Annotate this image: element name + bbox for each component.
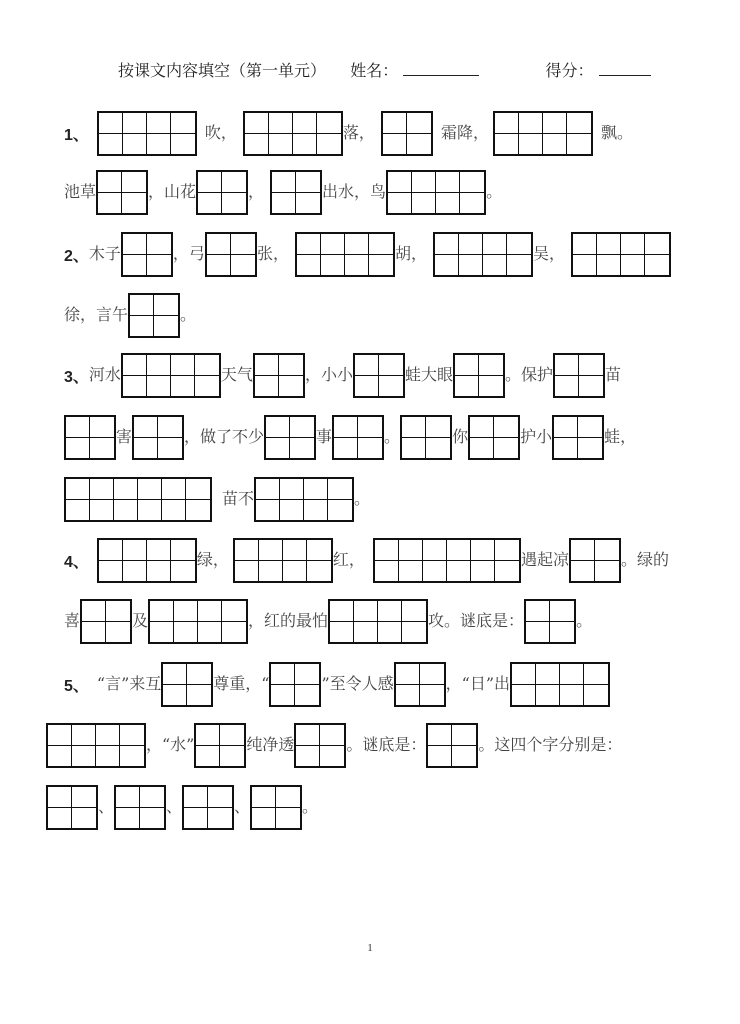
grid-cell <box>96 725 120 766</box>
grid-cell <box>426 417 450 458</box>
grid-cell <box>235 540 259 581</box>
grid-cell <box>123 355 147 396</box>
grid-cell <box>435 234 459 275</box>
prompt-text: 及 <box>132 611 149 630</box>
prompt-text: “言”来互 <box>96 674 162 693</box>
answer-grid-1-char[interactable] <box>132 415 184 460</box>
grid-cell <box>72 787 96 828</box>
answer-grid-1-char[interactable] <box>194 723 246 768</box>
grid-cell <box>494 417 518 458</box>
grid-cell <box>407 113 431 154</box>
grid-cell <box>555 355 579 396</box>
prompt-text: 。绿的 <box>620 550 669 569</box>
grid-cell <box>452 725 476 766</box>
answer-grid-2-char[interactable] <box>433 232 533 277</box>
question-number: 2、 <box>64 247 89 265</box>
answer-grid-2-char[interactable] <box>121 353 221 398</box>
grid-cell <box>330 601 354 642</box>
answer-grid-1-char[interactable] <box>394 662 446 707</box>
answer-grid-1-char[interactable] <box>121 232 173 277</box>
grid-cell <box>269 113 293 154</box>
grid-cell <box>383 113 407 154</box>
grid-cell <box>402 601 426 642</box>
prompt-text: 落， <box>342 123 375 142</box>
grid-cell <box>255 355 279 396</box>
grid-cell <box>470 417 494 458</box>
grid-cell <box>222 172 246 213</box>
answer-grid-1-char[interactable] <box>426 723 478 768</box>
worksheet-line <box>64 659 610 709</box>
grid-cell <box>460 172 484 213</box>
answer-grid-1-char[interactable] <box>553 353 605 398</box>
grid-cell <box>174 601 198 642</box>
grid-cell <box>72 725 96 766</box>
answer-grid-3-char[interactable] <box>373 538 521 583</box>
grid-cell <box>293 113 317 154</box>
worksheet-line <box>46 782 318 832</box>
question-number: 4、 <box>64 553 89 571</box>
score-label: 得分： <box>545 61 594 80</box>
prompt-text: 苗不 <box>222 489 255 508</box>
grid-cell <box>595 540 619 581</box>
prompt-text: 护小 <box>520 427 553 446</box>
grid-cell <box>171 540 195 581</box>
answer-grid-1-char[interactable] <box>96 170 148 215</box>
prompt-text: ，弓 <box>172 244 205 263</box>
grid-cell <box>147 234 171 275</box>
answer-grid-2-char[interactable] <box>148 599 248 644</box>
grid-cell <box>147 113 171 154</box>
prompt-text: 吹， <box>204 123 237 142</box>
answer-grid-1-char[interactable] <box>270 170 322 215</box>
prompt-text: 。 <box>354 489 371 508</box>
answer-grid-2-char[interactable] <box>328 599 428 644</box>
answer-grid-1-char[interactable] <box>64 415 116 460</box>
prompt-text: 。谜底是： <box>346 735 427 754</box>
answer-grid-2-char[interactable] <box>386 170 486 215</box>
grid-cell <box>82 601 106 642</box>
worksheet-line <box>64 229 671 279</box>
prompt-text: 胡， <box>394 244 427 263</box>
grid-cell <box>116 787 140 828</box>
grid-cell <box>554 417 578 458</box>
prompt-text: 池草 <box>64 182 97 201</box>
grid-cell <box>134 417 158 458</box>
grid-cell <box>123 234 147 275</box>
worksheet-line <box>64 412 636 462</box>
grid-cell <box>550 601 574 642</box>
answer-grid-1-char[interactable] <box>128 293 180 338</box>
name-field[interactable] <box>403 61 479 76</box>
prompt-text: 。 <box>384 427 401 446</box>
grid-cell <box>328 479 352 520</box>
answer-grid-1-char[interactable] <box>524 599 576 644</box>
grid-cell <box>207 234 231 275</box>
answer-grid-1-char[interactable] <box>468 415 520 460</box>
grid-cell <box>297 234 321 275</box>
prompt-text: 。 <box>180 305 197 324</box>
grid-cell <box>198 601 222 642</box>
grid-cell <box>358 417 382 458</box>
grid-cell <box>579 355 603 396</box>
question-number: 3、 <box>64 368 89 386</box>
prompt-text: 蛙大眼 <box>404 365 453 384</box>
prompt-text: 张， <box>256 244 289 263</box>
grid-cell <box>296 172 320 213</box>
grid-cell <box>231 234 255 275</box>
prompt-text: ，“水” <box>146 735 195 754</box>
answer-grid-2-char[interactable] <box>493 111 593 156</box>
grid-cell <box>420 664 444 705</box>
grid-cell <box>375 540 399 581</box>
prompt-text: ，“日”出 <box>445 674 511 693</box>
grid-cell <box>195 355 219 396</box>
prompt-text: ， <box>248 182 265 201</box>
grid-cell <box>495 113 519 154</box>
grid-cell <box>99 540 123 581</box>
answer-grid-1-char[interactable] <box>569 538 621 583</box>
grid-cell <box>245 113 269 154</box>
grid-cell <box>560 664 584 705</box>
prompt-text: 天气 <box>220 365 253 384</box>
prompt-text: 害 <box>116 427 133 446</box>
prompt-text: 、 <box>166 797 183 816</box>
prompt-text: 。 <box>302 797 319 816</box>
answer-grid-1-char[interactable] <box>264 415 316 460</box>
grid-cell <box>259 540 283 581</box>
prompt-text: 红， <box>332 550 365 569</box>
grid-cell <box>266 417 290 458</box>
prompt-text: 。这四个字分别是： <box>478 735 623 754</box>
grid-cell <box>147 355 171 396</box>
grid-cell <box>220 725 244 766</box>
grid-cell <box>66 479 90 520</box>
prompt-text: 、 <box>98 797 115 816</box>
answer-grid-2-char[interactable] <box>233 538 333 583</box>
answer-grid-1-char[interactable] <box>46 785 98 830</box>
grid-cell <box>296 725 320 766</box>
answer-grid-1-char[interactable] <box>253 353 305 398</box>
prompt-text: ，红的最怕 <box>248 611 329 630</box>
grid-cell <box>271 664 295 705</box>
grid-cell <box>621 234 645 275</box>
grid-cell <box>428 725 452 766</box>
grid-cell <box>106 601 130 642</box>
grid-cell <box>567 113 591 154</box>
answer-grid-1-char[interactable] <box>453 353 505 398</box>
grid-cell <box>196 725 220 766</box>
question-number: 1、 <box>64 126 89 144</box>
grid-cell <box>123 113 147 154</box>
worksheet-header <box>118 58 651 81</box>
worksheet-line <box>64 474 370 524</box>
worksheet-title: 按课文内容填空（第一单元） <box>118 61 327 80</box>
grid-cell <box>388 172 412 213</box>
grid-cell <box>280 479 304 520</box>
answer-grid-1-char[interactable] <box>400 415 452 460</box>
question-number: 5、 <box>64 677 89 695</box>
grid-cell <box>571 540 595 581</box>
grid-cell <box>123 540 147 581</box>
answer-grid-1-char[interactable] <box>114 785 166 830</box>
grid-cell <box>455 355 479 396</box>
prompt-text: 。 <box>576 611 593 630</box>
prompt-text: 吴， <box>532 244 565 263</box>
answer-grid-1-char[interactable] <box>161 662 213 707</box>
grid-cell <box>120 725 144 766</box>
grid-cell <box>507 234 531 275</box>
prompt-text: 霜降， <box>440 123 489 142</box>
prompt-text: 蛙， <box>604 427 637 446</box>
answer-grid-2-char[interactable] <box>243 111 343 156</box>
prompt-text: ，做了不少 <box>184 427 265 446</box>
grid-cell <box>114 479 138 520</box>
grid-cell <box>334 417 358 458</box>
grid-cell <box>208 787 232 828</box>
worksheet-line <box>46 720 622 770</box>
prompt-text: 喜 <box>64 611 81 630</box>
prompt-text: 事 <box>316 427 333 446</box>
grid-cell <box>252 787 276 828</box>
grid-cell <box>479 355 503 396</box>
answer-grid-2-char[interactable] <box>571 232 671 277</box>
grid-cell <box>321 234 345 275</box>
answer-grid-1-char[interactable] <box>196 170 248 215</box>
grid-cell <box>171 355 195 396</box>
grid-cell <box>597 234 621 275</box>
grid-cell <box>355 355 379 396</box>
answer-grid-1-char[interactable] <box>205 232 257 277</box>
answer-grid-1-char[interactable] <box>381 111 433 156</box>
grid-cell <box>130 295 154 336</box>
grid-cell <box>138 479 162 520</box>
grid-cell <box>154 295 178 336</box>
grid-cell <box>272 172 296 213</box>
answer-grid-2-char[interactable] <box>295 232 395 277</box>
grid-cell <box>320 725 344 766</box>
answer-grid-2-char[interactable] <box>510 662 610 707</box>
grid-cell <box>459 234 483 275</box>
grid-cell <box>99 113 123 154</box>
answer-grid-1-char[interactable] <box>552 415 604 460</box>
answer-grid-2-char[interactable] <box>46 723 146 768</box>
grid-cell <box>283 540 307 581</box>
answer-grid-1-char[interactable] <box>269 662 321 707</box>
answer-grid-3-char[interactable] <box>64 477 212 522</box>
prompt-text: 苗 <box>604 365 621 384</box>
grid-cell <box>184 787 208 828</box>
grid-cell <box>379 355 403 396</box>
score-field[interactable] <box>599 61 651 76</box>
grid-cell <box>317 113 341 154</box>
grid-cell <box>140 787 164 828</box>
grid-cell <box>378 601 402 642</box>
prompt-text: 飘。 <box>600 123 633 142</box>
prompt-text: 河水 <box>88 365 121 384</box>
grid-cell <box>483 234 507 275</box>
grid-cell <box>98 172 122 213</box>
grid-cell <box>90 479 114 520</box>
prompt-text: 出水，鸟 <box>322 182 387 201</box>
grid-cell <box>584 664 608 705</box>
answer-grid-1-char[interactable] <box>353 353 405 398</box>
grid-cell <box>162 479 186 520</box>
grid-cell <box>222 601 246 642</box>
answer-grid-1-char[interactable] <box>80 599 132 644</box>
prompt-text: 纯净透 <box>246 735 295 754</box>
prompt-text: 。保护 <box>504 365 553 384</box>
worksheet-line <box>64 596 592 646</box>
prompt-text: 尊重，“ <box>213 674 270 693</box>
grid-cell <box>163 664 187 705</box>
grid-cell <box>396 664 420 705</box>
grid-cell <box>645 234 669 275</box>
worksheet-line <box>64 535 669 585</box>
grid-cell <box>279 355 303 396</box>
grid-cell <box>573 234 597 275</box>
grid-cell <box>90 417 114 458</box>
answer-grid-1-char[interactable] <box>182 785 234 830</box>
prompt-text: 你 <box>452 427 469 446</box>
grid-cell <box>402 417 426 458</box>
prompt-text: 徐，言午 <box>64 305 129 324</box>
grid-cell <box>447 540 471 581</box>
grid-cell <box>354 601 378 642</box>
page-number: 1 <box>367 942 373 954</box>
grid-cell <box>526 601 550 642</box>
grid-cell <box>304 479 328 520</box>
grid-cell <box>512 664 536 705</box>
prompt-text: 遇起凉 <box>520 550 569 569</box>
prompt-text: ，小小 <box>304 365 353 384</box>
grid-cell <box>412 172 436 213</box>
grid-cell <box>48 787 72 828</box>
prompt-text: 、 <box>234 797 251 816</box>
grid-cell <box>471 540 495 581</box>
answer-grid-2-char[interactable] <box>97 538 197 583</box>
grid-cell <box>290 417 314 458</box>
grid-cell <box>198 172 222 213</box>
grid-cell <box>171 113 195 154</box>
grid-cell <box>536 664 560 705</box>
grid-cell <box>66 417 90 458</box>
grid-cell <box>295 664 319 705</box>
prompt-text: 。 <box>486 182 503 201</box>
answer-grid-1-char[interactable] <box>294 723 346 768</box>
worksheet-line <box>64 290 196 340</box>
prompt-text: 木子 <box>88 244 121 263</box>
prompt-text: ”至令人感 <box>321 674 394 693</box>
grid-cell <box>187 664 211 705</box>
answer-grid-1-char[interactable] <box>250 785 302 830</box>
grid-cell <box>399 540 423 581</box>
worksheet-line <box>64 108 633 158</box>
grid-cell <box>150 601 174 642</box>
prompt-text: 攻。谜底是： <box>428 611 525 630</box>
answer-grid-2-char[interactable] <box>254 477 354 522</box>
worksheet-line <box>64 167 502 217</box>
grid-cell <box>543 113 567 154</box>
grid-cell <box>276 787 300 828</box>
worksheet-line <box>64 350 621 400</box>
grid-cell <box>345 234 369 275</box>
answer-grid-1-char[interactable] <box>332 415 384 460</box>
prompt-text: 绿， <box>196 550 229 569</box>
grid-cell <box>147 540 171 581</box>
grid-cell <box>48 725 72 766</box>
grid-cell <box>423 540 447 581</box>
grid-cell <box>436 172 460 213</box>
grid-cell <box>578 417 602 458</box>
grid-cell <box>369 234 393 275</box>
grid-cell <box>122 172 146 213</box>
grid-cell <box>495 540 519 581</box>
grid-cell <box>307 540 331 581</box>
grid-cell <box>256 479 280 520</box>
answer-grid-2-char[interactable] <box>97 111 197 156</box>
grid-cell <box>186 479 210 520</box>
grid-cell <box>158 417 182 458</box>
name-label: 姓名： <box>350 61 399 80</box>
grid-cell <box>519 113 543 154</box>
prompt-text: ，山花 <box>148 182 197 201</box>
